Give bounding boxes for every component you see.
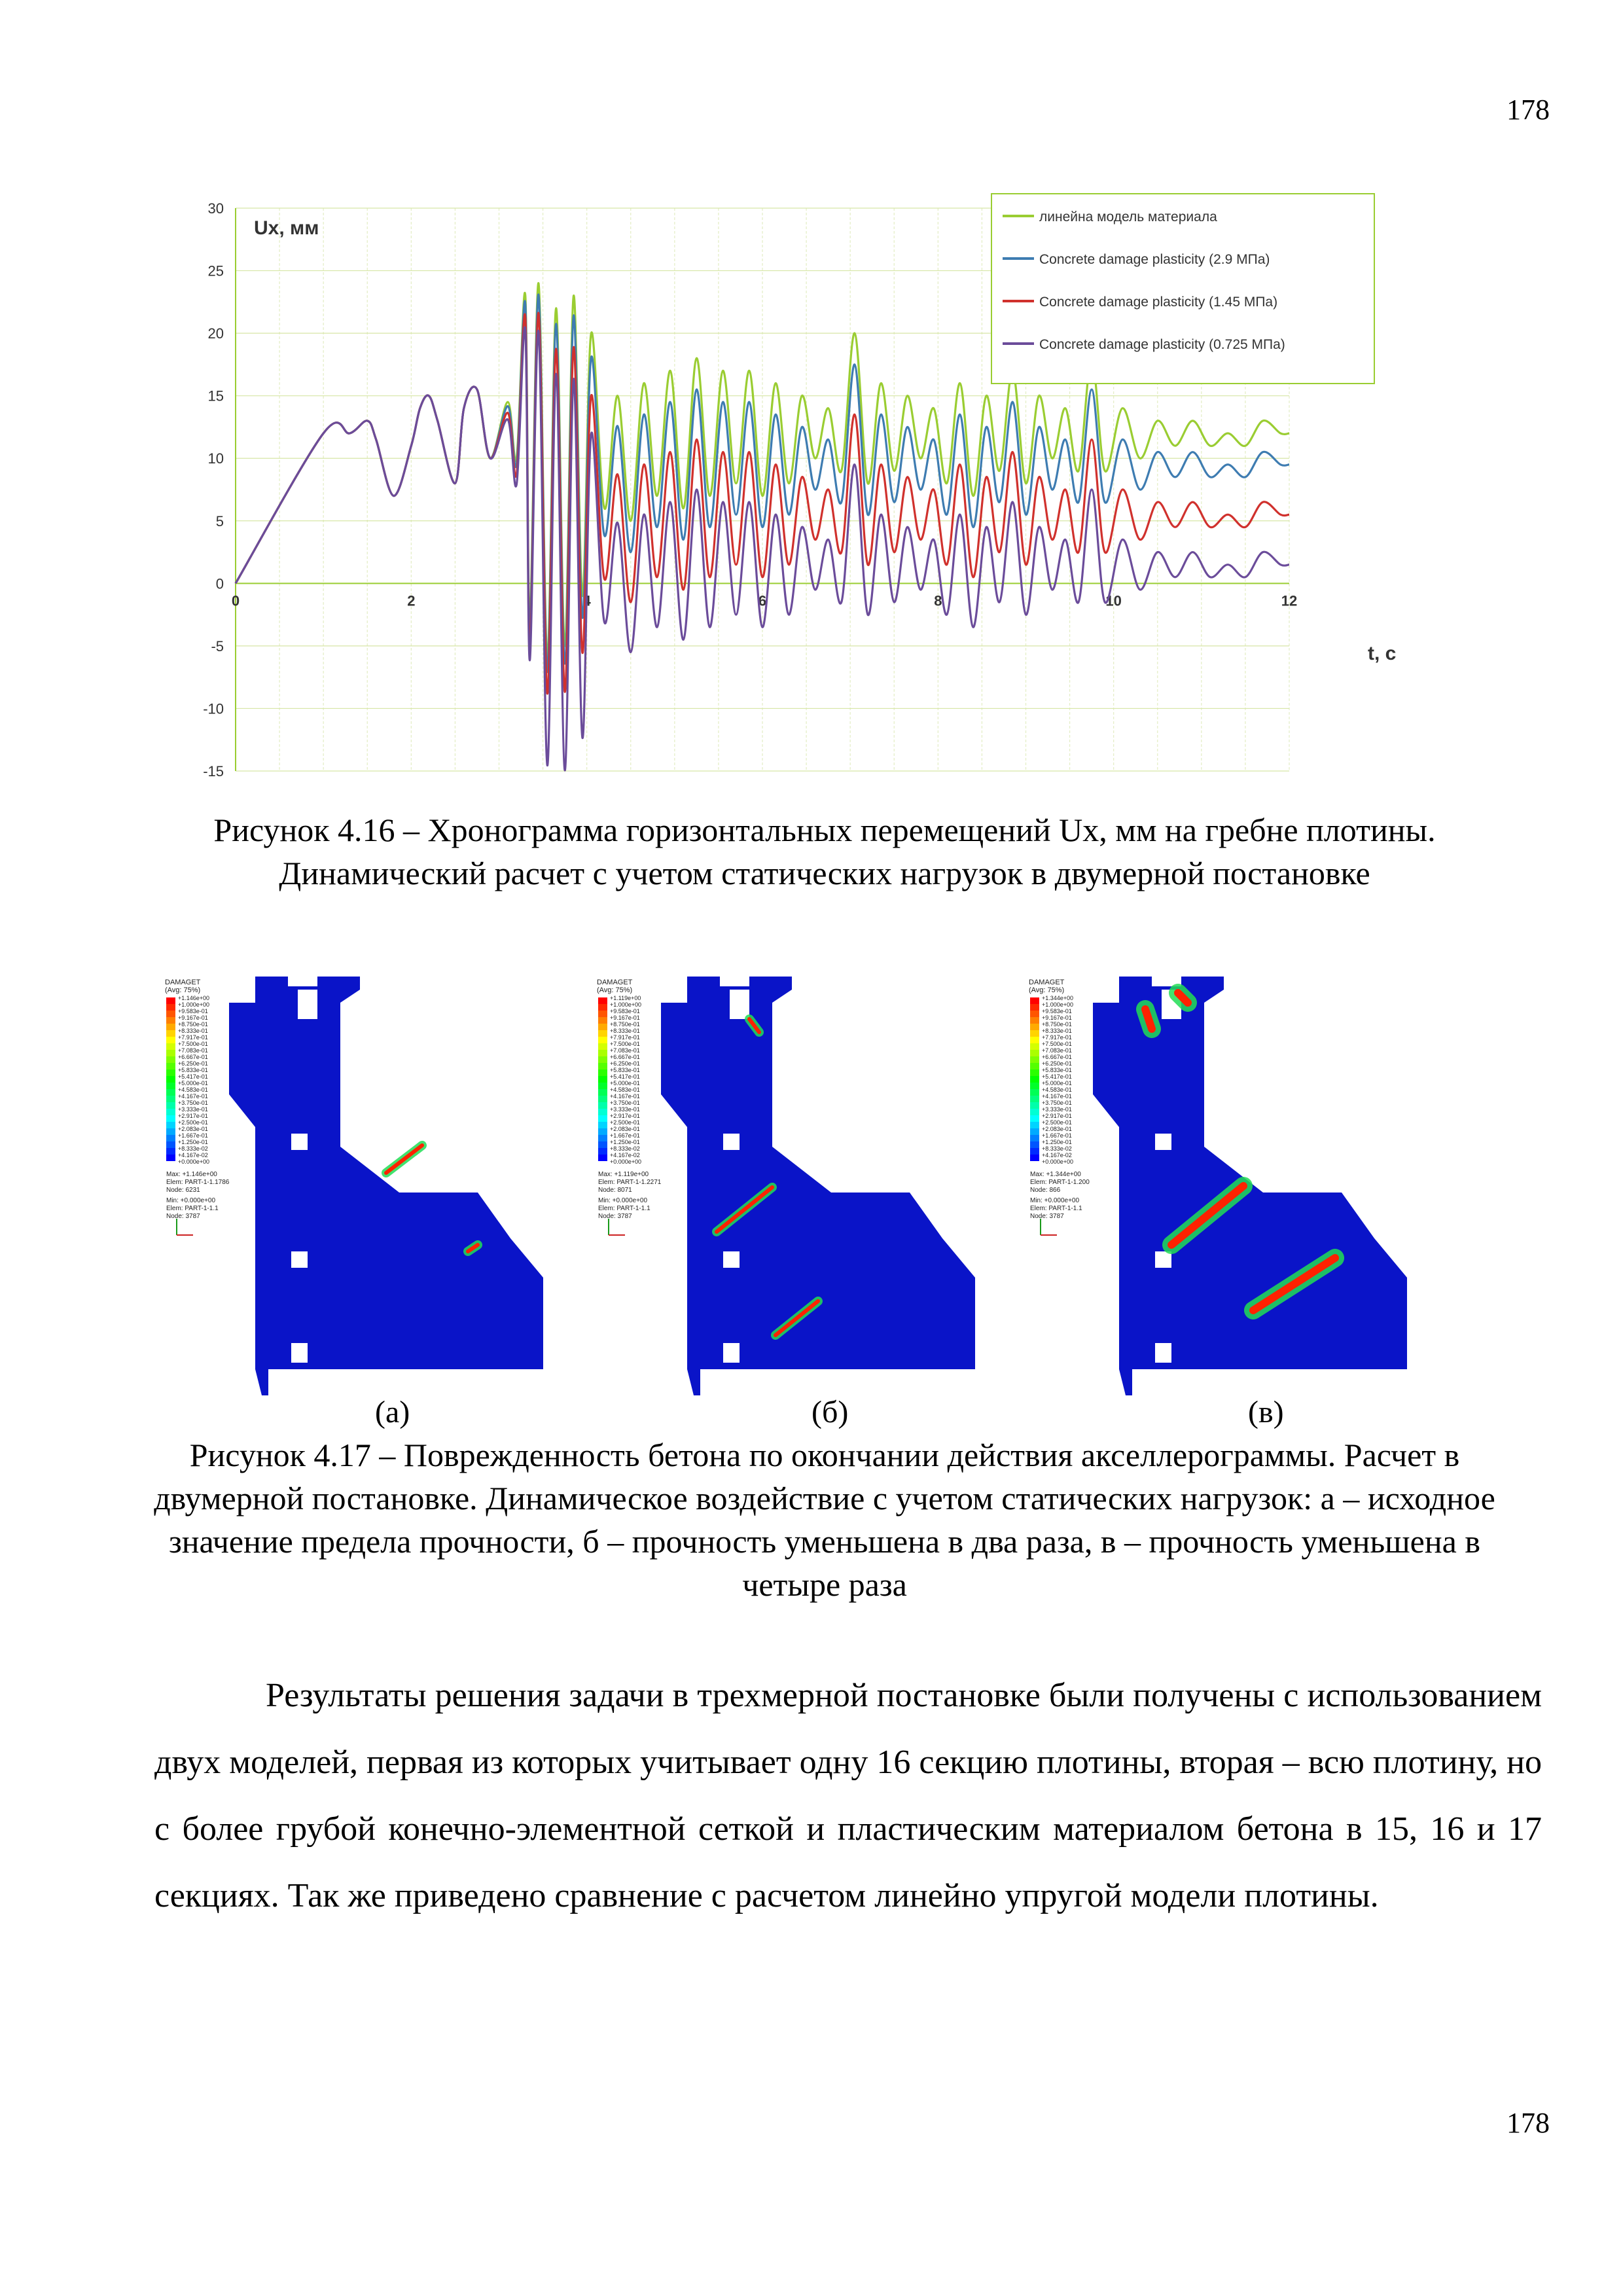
- legend-color-band: [1030, 1148, 1039, 1155]
- legend-color-band: [598, 1063, 607, 1069]
- legend-level-label: +2.917e-01: [610, 1113, 640, 1119]
- legend-level-label: +4.583e-01: [1042, 1086, 1072, 1093]
- legend-level-label: +4.167e-02: [610, 1152, 640, 1158]
- damage-panel-b: [596, 977, 1014, 1395]
- dam-gallery-opening: [1155, 1134, 1171, 1150]
- legend-level-label: +5.833e-01: [178, 1067, 208, 1073]
- legend-level-label: +5.833e-01: [610, 1067, 640, 1073]
- legend-level-label: +1.250e-01: [178, 1139, 208, 1145]
- legend-color-band: [598, 1089, 607, 1096]
- legend-color-band: [598, 1122, 607, 1128]
- legend-level-label: +2.500e-01: [1042, 1119, 1072, 1126]
- legend-level-label: +1.250e-01: [1042, 1139, 1072, 1145]
- legend-max-line1: Max: +1.146e+00: [166, 1171, 217, 1178]
- legend-level-label: +3.750e-01: [1042, 1100, 1072, 1106]
- legend-color-band: [166, 1109, 175, 1115]
- legend-subtitle: (Avg: 75%): [165, 986, 201, 994]
- legend-color-band: [166, 1037, 175, 1043]
- dam-gallery-opening: [730, 990, 749, 1019]
- legend-color-band: [166, 997, 175, 1004]
- legend-color-band: [1030, 1135, 1039, 1141]
- legend-color-band: [598, 1109, 607, 1115]
- dam-gallery-opening: [291, 1251, 308, 1268]
- legend-level-label: +4.167e-02: [1042, 1152, 1072, 1158]
- legend-color-band: [598, 1004, 607, 1011]
- legend-level-label: +4.167e-01: [1042, 1093, 1072, 1100]
- legend-min-line3: Node: 3787: [1030, 1213, 1064, 1220]
- legend-level-label: +3.750e-01: [610, 1100, 640, 1106]
- damage-contour-c: [1027, 977, 1446, 1395]
- y-tick-label: 20: [207, 325, 224, 342]
- legend-color-band: [1030, 1063, 1039, 1069]
- y-tick-label: 15: [207, 387, 224, 404]
- legend-min-line2: Elem: PART-1-1.1: [1030, 1205, 1082, 1212]
- legend-max-line3: Node: 6231: [166, 1187, 200, 1194]
- legend-color-band: [1030, 1024, 1039, 1030]
- legend-level-label: +2.917e-01: [1042, 1113, 1072, 1119]
- legend-color-band: [166, 1056, 175, 1063]
- legend-max-line1: Max: +1.344e+00: [1030, 1171, 1081, 1178]
- legend-level-label: +5.000e-01: [1042, 1080, 1072, 1086]
- legend-level-label: +6.667e-01: [1042, 1054, 1072, 1060]
- legend-color-band: [166, 1017, 175, 1024]
- dam-gallery-opening: [1155, 1251, 1171, 1268]
- legend-min-line2: Elem: PART-1-1.1: [598, 1205, 651, 1212]
- dam-gallery-opening: [723, 1134, 740, 1150]
- legend-level-label: +1.344e+00: [1042, 995, 1074, 1001]
- damage-panel-a: [164, 977, 582, 1395]
- legend-level-label: +8.750e-01: [1042, 1021, 1072, 1028]
- damage-panel-c: [1027, 977, 1446, 1395]
- legend-max-line2: Elem: PART-1-1.200: [1030, 1179, 1090, 1186]
- legend-color-band: [166, 1141, 175, 1148]
- legend-color-band: [598, 1076, 607, 1083]
- legend-level-label: +5.000e-01: [610, 1080, 640, 1086]
- legend-level-label: +2.917e-01: [178, 1113, 208, 1119]
- legend-color-band: [1030, 1004, 1039, 1011]
- legend-color-band: [166, 1011, 175, 1017]
- y-tick-label: -5: [211, 637, 224, 655]
- dam-gallery-opening: [1155, 1343, 1171, 1363]
- legend-color-band: [598, 1024, 607, 1030]
- panel-label-b: (б): [812, 1395, 849, 1429]
- x-tick-label: 4: [582, 592, 591, 609]
- y-axis-label: Ux, мм: [254, 217, 319, 239]
- legend-color-band: [1030, 997, 1039, 1004]
- legend-color-band: [598, 1102, 607, 1109]
- legend-level-label: +2.083e-01: [610, 1126, 640, 1132]
- legend-color-band: [598, 1037, 607, 1043]
- legend-level-label: +3.333e-01: [178, 1106, 208, 1113]
- legend-level-label: +1.119e+00: [610, 995, 641, 1001]
- legend-level-label: +6.250e-01: [1042, 1060, 1072, 1067]
- y-tick-label: -10: [203, 700, 224, 717]
- legend-title: DAMAGET: [165, 978, 201, 986]
- legend-color-band: [598, 1135, 607, 1141]
- x-tick-label: 10: [1105, 592, 1122, 609]
- x-tick-label: 12: [1281, 592, 1298, 609]
- dam-gallery-opening: [723, 1251, 740, 1268]
- legend-level-label: +5.000e-01: [178, 1080, 208, 1086]
- legend-level-label: +5.417e-01: [610, 1073, 640, 1080]
- legend-level-label: +3.333e-01: [1042, 1106, 1072, 1113]
- legend-level-label: +1.667e-01: [1042, 1132, 1072, 1139]
- legend-level-label: +6.667e-01: [178, 1054, 208, 1060]
- legend-level-label: +2.083e-01: [178, 1126, 208, 1132]
- legend-level-label: +7.083e-01: [610, 1047, 640, 1054]
- legend-color-band: [166, 1076, 175, 1083]
- legend-color-band: [1030, 1141, 1039, 1148]
- legend-color-band: [166, 1083, 175, 1089]
- legend-level-label: +7.083e-01: [1042, 1047, 1072, 1054]
- legend-color-band: [598, 1141, 607, 1148]
- panel-label-c: (в): [1248, 1395, 1284, 1429]
- legend-level-label: +4.167e-01: [610, 1093, 640, 1100]
- legend-level-label: +1.000e+00: [178, 1001, 210, 1008]
- legend-color-band: [1030, 1037, 1039, 1043]
- legend-level-label: +8.333e-02: [610, 1145, 640, 1152]
- legend-level-label: +7.500e-01: [178, 1041, 208, 1047]
- legend-color-band: [1030, 1096, 1039, 1102]
- legend-level-label: +8.750e-01: [178, 1021, 208, 1028]
- legend-level-label: +7.083e-01: [178, 1047, 208, 1054]
- legend-color-band: [1030, 1030, 1039, 1037]
- legend-color-band: [598, 1050, 607, 1056]
- legend-color-band: [166, 1069, 175, 1076]
- legend-level-label: +9.167e-01: [610, 1014, 640, 1021]
- legend-max-line1: Max: +1.119e+00: [598, 1171, 649, 1178]
- legend-level-label: +8.333e-01: [178, 1028, 208, 1034]
- legend-max-line3: Node: 8071: [598, 1187, 632, 1194]
- legend-level-label: +7.917e-01: [610, 1034, 640, 1041]
- legend-color-band: [1030, 1069, 1039, 1076]
- y-tick-label: 10: [207, 450, 224, 467]
- page-number-top: 178: [1507, 94, 1550, 126]
- legend-color-band: [166, 1024, 175, 1030]
- figure-4-17-caption: Рисунок 4.17 – Поврежденность бетона по окончании действия акселлерограммы. Расчет в двумерной постановке. Динамическое воздействие с учетом статических нагрузок: а – исходное значение предела прочности, б – прочность уменьшена в два раза, в – прочность уменьшена в четыре раза: [154, 1437, 1495, 1603]
- legend-level-label: +9.167e-01: [1042, 1014, 1072, 1021]
- legend-color-band: [1030, 1043, 1039, 1050]
- legend-color-band: [598, 1083, 607, 1089]
- legend-level-label: +3.333e-01: [610, 1106, 640, 1113]
- legend-label: Concrete damage plasticity (0.725 МПа): [1039, 337, 1285, 352]
- legend-color-band: [166, 1089, 175, 1096]
- y-tick-label: 0: [215, 575, 224, 592]
- legend-level-label: +6.250e-01: [610, 1060, 640, 1067]
- x-tick-label: 2: [407, 592, 416, 609]
- legend-level-label: +5.833e-01: [1042, 1067, 1072, 1073]
- legend-color-band: [1030, 1076, 1039, 1083]
- legend-color-band: [1030, 1089, 1039, 1096]
- legend-label: линейна модель материала: [1039, 209, 1217, 224]
- y-tick-label: 5: [215, 512, 224, 529]
- legend-color-band: [166, 1135, 175, 1141]
- legend-level-label: +7.500e-01: [1042, 1041, 1072, 1047]
- legend-color-band: [598, 1017, 607, 1024]
- legend-level-label: +4.583e-01: [610, 1086, 640, 1093]
- legend-level-label: +1.250e-01: [610, 1139, 640, 1145]
- legend-color-band: [1030, 1109, 1039, 1115]
- legend-label: Concrete damage plasticity (2.9 МПа): [1039, 252, 1270, 267]
- dam-section-body: [661, 977, 975, 1395]
- legend-level-label: +9.583e-01: [610, 1008, 640, 1014]
- y-tick-label: 30: [207, 200, 224, 217]
- legend-level-label: +9.167e-01: [178, 1014, 208, 1021]
- legend-color-band: [166, 1030, 175, 1037]
- legend-color-band: [598, 997, 607, 1004]
- legend-color-band: [598, 1056, 607, 1063]
- legend-color-band: [166, 1050, 175, 1056]
- displacement-chart: [177, 182, 1459, 797]
- panel-label-a: (а): [375, 1395, 410, 1429]
- legend-min-line3: Node: 3787: [166, 1213, 200, 1220]
- legend-level-label: +2.083e-01: [1042, 1126, 1072, 1132]
- legend-level-label: +4.167e-02: [178, 1152, 208, 1158]
- damage-contour-a: [164, 977, 582, 1395]
- legend-color-band: [166, 1004, 175, 1011]
- legend-color-band: [1030, 1056, 1039, 1063]
- x-tick-label: 6: [758, 592, 767, 609]
- legend-max-line2: Elem: PART-1-1.1786: [166, 1179, 230, 1186]
- legend-color-band: [166, 1102, 175, 1109]
- legend-level-label: +9.583e-01: [1042, 1008, 1072, 1014]
- dam-gallery-opening: [298, 990, 317, 1019]
- legend-level-label: +1.000e+00: [1042, 1001, 1074, 1008]
- legend-color-band: [166, 1148, 175, 1155]
- legend-color-band: [598, 1115, 607, 1122]
- legend-title: DAMAGET: [597, 978, 633, 986]
- legend-max-line3: Node: 866: [1030, 1187, 1061, 1194]
- damage-contour-b: [596, 977, 1014, 1395]
- legend-level-label: +1.146e+00: [178, 995, 210, 1001]
- legend-subtitle: (Avg: 75%): [1029, 986, 1065, 994]
- legend-min-line2: Elem: PART-1-1.1: [166, 1205, 219, 1212]
- legend-color-band: [598, 1148, 607, 1155]
- legend-level-label: +0.000e+00: [1042, 1158, 1074, 1165]
- legend-level-label: +6.250e-01: [178, 1060, 208, 1067]
- legend-level-label: +8.333e-01: [1042, 1028, 1072, 1034]
- legend-color-band: [1030, 1050, 1039, 1056]
- legend-color-band: [166, 1155, 175, 1161]
- legend-level-label: +7.917e-01: [178, 1034, 208, 1041]
- legend-color-band: [598, 1011, 607, 1017]
- legend-color-band: [166, 1122, 175, 1128]
- legend-level-label: +2.500e-01: [610, 1119, 640, 1126]
- legend-level-label: +8.333e-01: [610, 1028, 640, 1034]
- x-tick-label: 8: [934, 592, 942, 609]
- legend-level-label: +5.417e-01: [1042, 1073, 1072, 1080]
- legend-level-label: +4.167e-01: [178, 1093, 208, 1100]
- x-tick-label: 0: [231, 592, 240, 609]
- legend-max-line2: Elem: PART-1-1.2271: [598, 1179, 662, 1186]
- legend-color-band: [1030, 1011, 1039, 1017]
- y-tick-label: 25: [207, 262, 224, 279]
- x-axis-label: t, c: [1368, 643, 1397, 664]
- legend-level-label: +4.583e-01: [178, 1086, 208, 1093]
- legend-min-line1: Min: +0.000e+00: [166, 1197, 216, 1204]
- legend-color-band: [598, 1069, 607, 1076]
- legend-level-label: +1.667e-01: [610, 1132, 640, 1139]
- legend-level-label: +3.750e-01: [178, 1100, 208, 1106]
- legend-subtitle: (Avg: 75%): [597, 986, 633, 994]
- legend-color-band: [166, 1063, 175, 1069]
- legend-level-label: +5.417e-01: [178, 1073, 208, 1080]
- legend-level-label: +0.000e+00: [178, 1158, 210, 1165]
- legend-color-band: [598, 1128, 607, 1135]
- chart-legend: [991, 194, 1374, 384]
- legend-min-line1: Min: +0.000e+00: [1030, 1197, 1080, 1204]
- legend-color-band: [1030, 1128, 1039, 1135]
- legend-level-label: +0.000e+00: [610, 1158, 642, 1165]
- legend-color-band: [1030, 1155, 1039, 1161]
- legend-level-label: +7.917e-01: [1042, 1034, 1072, 1041]
- legend-color-band: [1030, 1017, 1039, 1024]
- dam-gallery-opening: [291, 1134, 308, 1150]
- legend-color-band: [166, 1128, 175, 1135]
- legend-color-band: [1030, 1115, 1039, 1122]
- legend-level-label: +8.333e-02: [178, 1145, 208, 1152]
- legend-level-label: +9.583e-01: [178, 1008, 208, 1014]
- legend-color-band: [166, 1115, 175, 1122]
- legend-color-band: [598, 1043, 607, 1050]
- legend-level-label: +8.750e-01: [610, 1021, 640, 1028]
- legend-color-band: [598, 1155, 607, 1161]
- legend-level-label: +6.667e-01: [610, 1054, 640, 1060]
- dam-gallery-opening: [723, 1343, 740, 1363]
- legend-level-label: +8.333e-02: [1042, 1145, 1072, 1152]
- body-paragraph: Результаты решения задачи в трехмерной постановке были получены с использованием двух моделей, первая из которых учитывает одну 16 секцию плотины, вторая – всю плотину, но с более грубой конечно-элементной сеткой и пластическим материалом бетона в 15, 16 и 17 секциях. Так же приведено сравнение с расчетом линейно упругой модели плотины.: [154, 1677, 1542, 1914]
- legend-color-band: [598, 1030, 607, 1037]
- legend-label: Concrete damage plasticity (1.45 МПа): [1039, 295, 1278, 310]
- page-number-bottom: 178: [1507, 2107, 1550, 2139]
- legend-color-band: [1030, 1122, 1039, 1128]
- legend-color-band: [166, 1043, 175, 1050]
- dam-gallery-opening: [291, 1343, 308, 1363]
- y-tick-label: -15: [203, 763, 224, 780]
- legend-level-label: +2.500e-01: [178, 1119, 208, 1126]
- legend-color-band: [1030, 1083, 1039, 1089]
- legend-min-line1: Min: +0.000e+00: [598, 1197, 648, 1204]
- legend-level-label: +1.667e-01: [178, 1132, 208, 1139]
- damage-zone-core: [386, 1145, 422, 1173]
- legend-color-band: [1030, 1102, 1039, 1109]
- legend-color-band: [166, 1096, 175, 1102]
- legend-level-label: +1.000e+00: [610, 1001, 642, 1008]
- legend-title: DAMAGET: [1029, 978, 1065, 986]
- legend-min-line3: Node: 3787: [598, 1213, 632, 1220]
- legend-level-label: +7.500e-01: [610, 1041, 640, 1047]
- legend-color-band: [598, 1096, 607, 1102]
- dam-section-body: [229, 977, 543, 1395]
- figure-4-16-caption: Рисунок 4.16 – Хронограмма горизонтальных перемещений Ux, мм на гребне плотины. Динамический расчет с учетом статических нагрузок в двумерной постановке: [213, 812, 1436, 891]
